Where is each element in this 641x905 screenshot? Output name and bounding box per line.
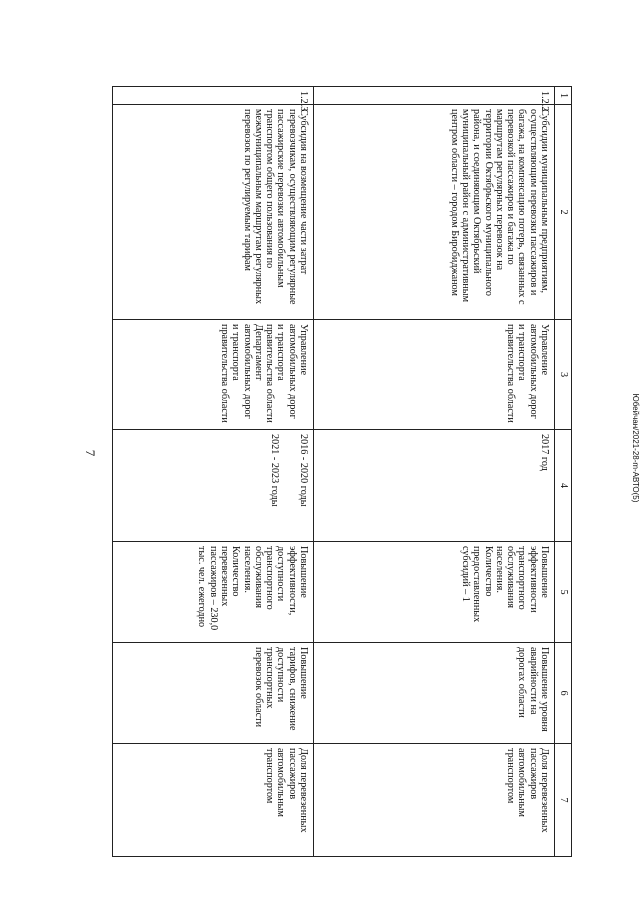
document-code: Юбейчан/2021-28-m-АВТО(5)	[631, 393, 640, 503]
expected-result: Повышение эффективности транспортного обслуживания населения. Количество предоставленных субсидий – 1	[314, 542, 555, 643]
measure-name: Субсидия на возмещение части затрат перевозчикам, осуществляющим регулярные пассажирские перевозки автомобильным транспортом общего пользования по межмуниципальным маршрутам регулярных перевозок по регулируемым тарифам	[113, 105, 314, 320]
period-cell	[113, 430, 314, 542]
rotated-table-container	[102, 86, 572, 856]
header-cell: 2	[555, 105, 572, 320]
row-number: 1.2.2	[314, 87, 555, 105]
period: 2021 - 2023 годы	[268, 434, 280, 507]
program-measures-table	[112, 86, 572, 857]
executor: Департамент автомобильных дорог и транспорта правительства области	[218, 324, 264, 423]
executor: Управление автомобильных дорог и транспорта правительства области	[264, 324, 309, 423]
period: 2016 - 2020 годы	[298, 434, 309, 507]
spacer	[280, 434, 298, 537]
header-cell: 7	[555, 744, 572, 857]
header-cell: 3	[555, 320, 572, 430]
header-cell: 4	[555, 430, 572, 542]
executor: Управление автомобильных дорог и транспорта правительства области	[314, 320, 555, 430]
table-row	[314, 87, 555, 857]
executor-cell	[113, 320, 314, 430]
table-row	[113, 87, 314, 857]
header-cell: 1	[555, 87, 572, 105]
indicator: Доля перевезенных пассажиров автомобильным транспортом	[314, 744, 555, 857]
measure-name: Субсидии муниципальным предприятиям, осуществляющим перевозки пассажиров и багажа, на компенсацию потерь, связанных с перевозкой пассажиров и багажа по маршрутам регулярных перевозок на территории Октябрьского муниципального района, и соединяющим Октябрьский муниципальный район с административным центром области – городом Биробиджаном	[314, 105, 555, 320]
row-number: 1.2.3	[113, 87, 314, 105]
period: 2017 год	[314, 430, 555, 542]
table-header-row	[555, 87, 572, 857]
expected-result: Повышение эффективности, доступности транспортного обслуживания населения. Количество перевезенных пассажиров – 230,0 тыс. чел. ежегодно	[113, 542, 314, 643]
consequence: Повышение уровня аварийности на дорогах области	[314, 643, 555, 744]
page-number: 7	[83, 449, 98, 457]
header-cell: 5	[555, 542, 572, 643]
header-cell: 6	[555, 643, 572, 744]
consequence: Повышение тарифов, снижение доступности транспортных перевозок области	[113, 643, 314, 744]
indicator: Доля перевезенных пассажиров автомобильным транспортом	[113, 744, 314, 857]
